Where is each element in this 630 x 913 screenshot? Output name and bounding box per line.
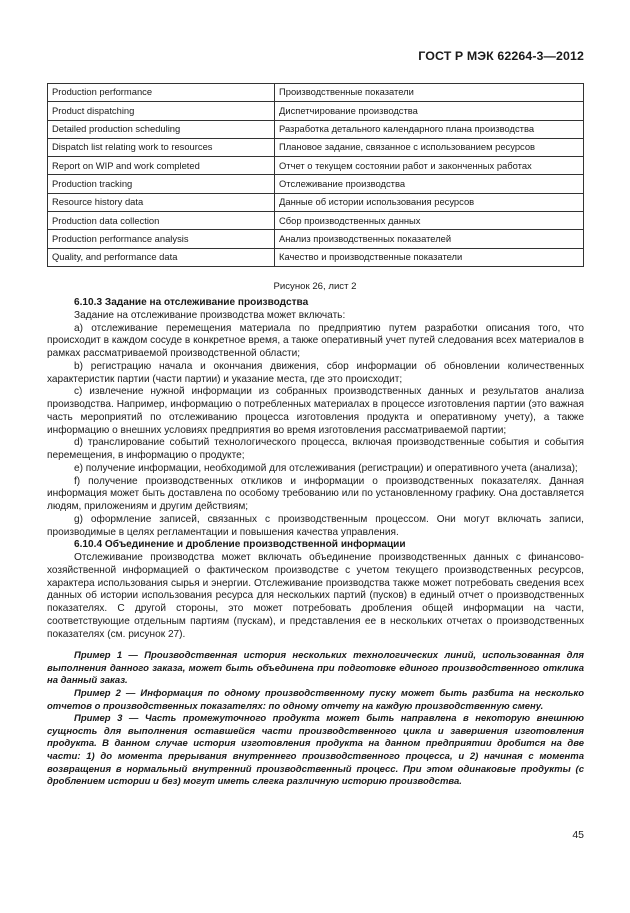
list-item: d) транслирование событий технологического процесса, включая производственные события и события перемещения, в информацию о продукте; xyxy=(47,437,584,461)
term-russian: Отслеживание производства xyxy=(275,175,584,193)
term-english: Production performance xyxy=(48,84,275,102)
list-item: g) оформление записей, связанных с производственным процессом. Они могут включать записи, производимые в целях регламентации и повышения качества управления. xyxy=(47,513,584,538)
table-row xyxy=(48,84,584,102)
term-english: Report on WIP and work completed xyxy=(48,157,275,175)
list-item: с) извлечение нужной информации из собранных производственных данных и результатов анализа производства. Например, информацию о потребленных материалах в процессе изготовления партии (это важная часть мероприятий по отслеживанию процесса изготовления продукта и оперативному учету), а также информацию о внешних условиях предприятия во время изготовления рассматриваемой партии; xyxy=(47,386,584,436)
page-number: 45 xyxy=(572,829,584,841)
term-russian: Анализ производственных показателей xyxy=(275,230,584,248)
term-english: Production data collection xyxy=(48,212,275,230)
list-item: b) регистрацию начала и окончания движения, сбор информации об обновлении количественных характеристик партии (части партии) и указание места, где это происходит; xyxy=(47,360,584,385)
term-english: Product dispatching xyxy=(48,102,275,120)
list-item: е) получение информации, необходимой для отслеживания (регистрации) и оперативного учета (анализа); xyxy=(74,462,578,474)
term-russian: Сбор производственных данных xyxy=(275,212,584,230)
figure-caption: Рисунок 26, лист 2 xyxy=(273,281,357,292)
document-body xyxy=(47,297,584,789)
table-row xyxy=(48,230,584,248)
term-russian: Диспетчирование производства xyxy=(275,102,584,120)
table-row xyxy=(48,212,584,230)
table-row xyxy=(48,175,584,193)
table-row xyxy=(48,138,584,156)
term-russian: Качество и производственные показатели xyxy=(275,248,584,266)
table-row xyxy=(48,102,584,120)
term-russian: Плановое задание, связанное с использованием ресурсов xyxy=(275,138,584,156)
example-1: Пример 1 — Производственная история нескольких технологических линий, использованная для выполнения данного заказа, может быть объединена при подготовке единого производственного отклика на данный заказ. xyxy=(47,650,584,687)
list-item: а) отслеживание перемещения материала по предприятию путем разработки описания того, что происходит в каждом сосуде в конкретное время, а также оперативный учет путей следования всех материалов в рамках рассматриваемой производственной области; xyxy=(47,322,584,359)
term-english: Production tracking xyxy=(48,175,275,193)
section-paragraph: Отслеживание производства может включать объединение производственных данных с финансово-хозяйственной информацией о фактическом производстве с учетом текущего производственных ресурсов, характера использования сырья и энергии. Отслеживание производства также может потребовать сведения всех данных об истории использования ресурса для нескольких партий (пусков) в единый отчет о производственных показателях. С другой стороны, это может потребовать дробления общей информации на части, соответствующие отдельным партиям (пускам), и представления ее в нескольких отчетах о производственных показателях (см. рисунок 27). xyxy=(47,552,584,640)
term-english: Detailed production scheduling xyxy=(48,120,275,138)
table-row xyxy=(48,248,584,266)
table-row xyxy=(48,120,584,138)
terms-table xyxy=(47,83,584,267)
table-row xyxy=(48,193,584,211)
term-russian: Отчет о текущем состоянии работ и законченных работах xyxy=(275,157,584,175)
table-row xyxy=(48,157,584,175)
term-english: Resource history data xyxy=(48,193,275,211)
list-item: f) получение производственных откликов и информации о производственных показателях. Данная информация может быть доставлена по особому требованию или по установленному графику. Она доставляется людям, приложениям и другим действиям; xyxy=(47,475,584,512)
term-english: Production performance analysis xyxy=(48,230,275,248)
section-heading-6-10-4: 6.10.4 Объединение и дробление производственной информации xyxy=(74,539,406,551)
section-heading-6-10-3: 6.10.3 Задание на отслеживание производства xyxy=(74,297,309,308)
term-russian: Разработка детального календарного плана производства xyxy=(275,120,584,138)
term-russian: Данные об истории использования ресурсов xyxy=(275,193,584,211)
term-english: Quality, and performance data xyxy=(48,248,275,266)
example-3: Пример 3 — Часть промежуточного продукта может быть направлена в некоторую внешнюю сущность для выполнения оставшейся части производственного цикла и завершения изготовления продукта. В данном случае история изготовления продукта на данном предприятии дробится на две части: 1) до момента прерывания внутреннего производственного процесса, и 2) начиная с момента возвращения в нормальный внутренний производственный процесс. При этом одинаковые продукты (с дроблением истории и без) могут иметь слегка различную историю производства. xyxy=(47,713,584,788)
term-english: Dispatch list relating work to resources xyxy=(48,138,275,156)
standard-header: ГОСТ Р МЭК 62264-3—2012 xyxy=(418,49,584,63)
term-russian: Производственные показатели xyxy=(275,84,584,102)
section-intro: Задание на отслеживание производства может включать: xyxy=(74,309,346,321)
example-2: Пример 2 — Информация по одному производственному пуску может быть разбита на несколько отчетов о производственных показателях: по одному отчету на каждую производственную смену. xyxy=(47,688,584,712)
